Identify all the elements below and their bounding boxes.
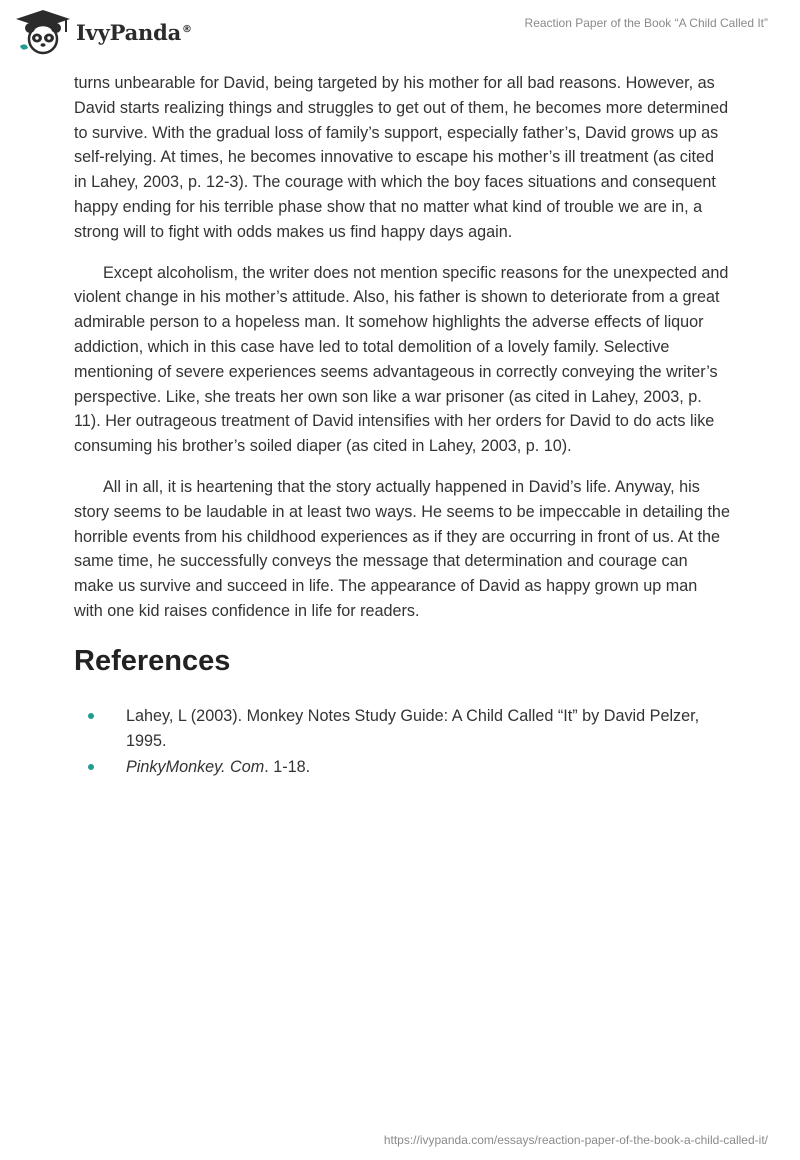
reference-item [74,704,730,754]
paragraph-2: Except alcoholism, the writer does not mention specific reasons for the unexpected and violent change in his mother’s attitude. Also, his father is shown to deteriorate from a great admirable person to a hopeless man. It somehow highlights the adverse effects of liquor addiction, which in this case have led to total demolition of a lovely family. Selective mentioning of severe experiences seems advantageous in correctly conveying the writer’s perspective. Like, she treats her own son like a war prisoner (as cited in Lahey, 2003, p. 11). Her outrageous treatment of David intensifies with her orders for David to do acts like consuming his brother’s soiled diaper (as cited in Lahey, 2003, p. 10). [74,263,729,456]
page-header [0,0,800,70]
reference-item [74,755,730,780]
brand-name: IvyPanda® [76,19,192,45]
references-heading: References [74,644,231,677]
footer-url-link[interactable]: https://ivypanda.com/essays/reaction-paper-of-the-book-a-child-called-it/ [383,1133,768,1147]
document-title: Reaction Paper of the Book “A Child Called It” [524,16,768,30]
reference-pages: . 1-18. [264,758,311,777]
reference-text: Lahey, L (2003). Monkey Notes Study Guide: A Child Called “It” by David Pelzer, 1995. [126,706,700,750]
paragraph-3: All in all, it is heartening that the story actually happened in David’s life. Anyway, his story seems to be laudable in at least two ways. He seems to be impeccable in detailing the horrible events from his childhood experiences as if they are occurring in front of us. At the same time, he successfully conveys the message that determination and courage can make us survive and succeed in life. The appearance of David as happy grown up man with one kid raises confidence in life for readers. [74,477,730,620]
panda-graduate-icon [14,8,72,56]
registered-mark: ® [182,23,192,35]
reference-source-title: PinkyMonkey. Com [126,758,265,777]
brand-logo[interactable] [14,8,192,56]
bullet-dot-icon [88,713,94,719]
bullet-dot-icon [88,764,94,770]
paragraph-1: turns unbearable for David, being targeted by his mother for all bad reasons. However, as David starts realizing things and struggles to get out of them, he becomes more determined to survive. With the gradual loss of family’s support, especially father’s, David grows up as self-relying. At times, he becomes innovative to escape his mother’s ill treatment (as cited in Lahey, 2003, p. 12-3). The courage with which the boy faces situations and consequent happy ending for his terrible phase show that no matter what kind of trouble we are in, a strong will to fight with odds makes us find happy days again. [74,74,729,241]
essay-body [74,71,730,782]
references-list [74,704,730,780]
